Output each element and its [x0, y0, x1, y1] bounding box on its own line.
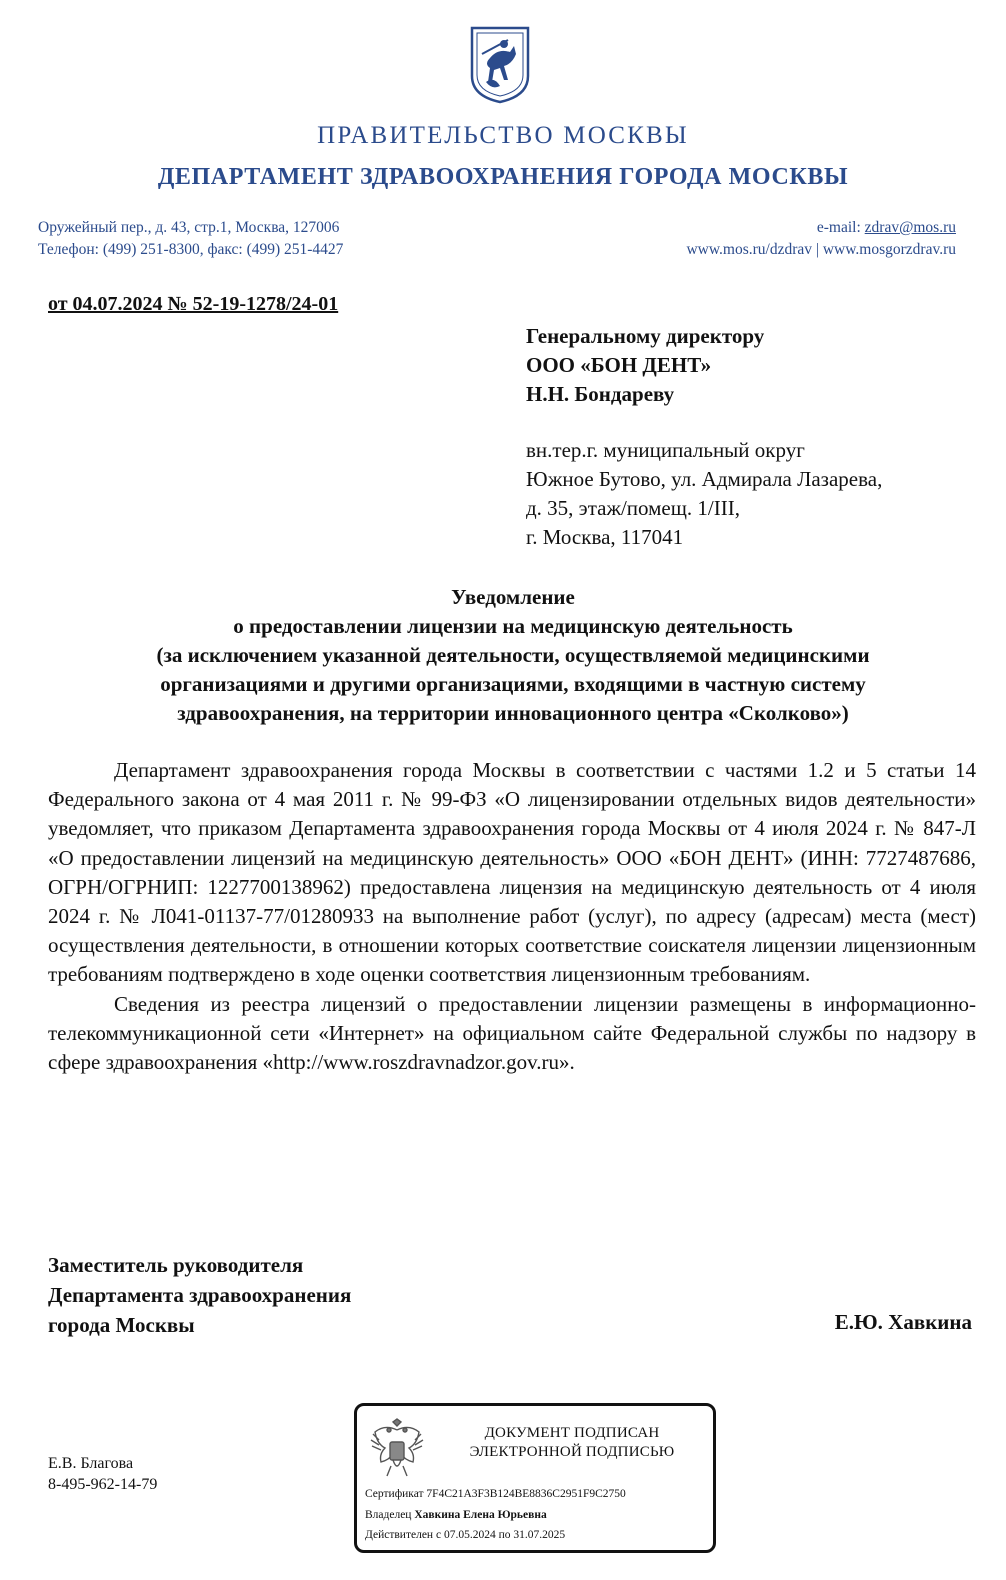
signer-name: Е.Ю. Хавкина: [834, 1310, 972, 1334]
stamp-heading-line: ДОКУМЕНТ ПОДПИСАН: [484, 1425, 660, 1441]
russian-coat-of-arms-icon: [367, 1418, 427, 1482]
body-paragraph: Департамент здравоохранения города Москвы в соответствии с частями 1.2 и 5 статьи 14 Федерального закона от 4 мая 2011 г. № 99-ФЗ «О лицензировании отдельных видов деятельности» уведомляет, что приказом Департамента здравоохранения города Москвы от 4 июля 2024 г. № 847-Л «О предоставлении лицензий на медицинскую деятельность» ООО «БОН ДЕНТ» (ИНН: 7727487686, ОГРН/ОГРНИП: 1227700138962) предоставлена лицензия на медицинскую деятельность от 4 июля 2024 г. № Л041-01137-77/01280933 на выполнение работ (услуг), по адресу (адресам) места (мест) осуществления деятельности, в отношении которых соответствие соискателя лицензии лицензионным требованиям подтверждено в ходе оценки соответствия лицензионным требованиям.: [48, 758, 976, 987]
stamp-heading-line: ЭЛЕКТРОННОЙ ПОДПИСЬЮ: [469, 1444, 675, 1460]
certificate-line: [365, 1488, 626, 1500]
notice-title-line: здравоохранения, на территории инновационного центра «Сколково»): [177, 701, 849, 725]
department-phone: Телефон: (499) 251-8300, факс: (499) 251-4427: [38, 241, 344, 258]
department-title: ДЕПАРТАМЕНТ ЗДРАВООХРАНЕНИЯ ГОРОДА МОСКВЫ: [157, 164, 849, 190]
addressee-address: [526, 436, 882, 552]
department-address: Оружейный пер., д. 43, стр.1, Москва, 127006: [38, 219, 340, 236]
letter-reference-number: от 04.07.2024 № 52-19-1278/24-01: [48, 293, 339, 315]
website-links[interactable]: www.mos.ru/dzdrav | www.mosgorzdrav.ru: [686, 241, 956, 258]
notice-title-line: (за исключением указанной деятельности, осуществляемой медицинскими: [156, 643, 870, 667]
government-title: ПРАВИТЕЛЬСТВО МОСКВЫ: [317, 122, 689, 149]
notice-title-line: Уведомление: [451, 585, 575, 609]
addressee-company: ООО «БОН ДЕНТ»: [526, 353, 712, 377]
certificate-label: Сертификат: [365, 1488, 427, 1500]
notice-title-line: о предоставлении лицензии на медицинскую деятельность: [233, 614, 793, 638]
executor-name: Е.В. Благова: [48, 1455, 134, 1472]
electronic-signature-stamp: [354, 1403, 716, 1553]
owner-line: [365, 1509, 547, 1521]
department-online-contacts: [686, 217, 956, 261]
email-line: [686, 217, 956, 239]
notice-title: [20, 583, 1006, 728]
executor-info: [48, 1453, 157, 1495]
addressee-position: Генеральному директору: [526, 324, 765, 348]
address-line: Южное Бутово, ул. Адмирала Лазарева,: [526, 467, 883, 491]
letter-body: [48, 756, 976, 1077]
owner-label: Владелец: [365, 1509, 415, 1521]
address-line: вн.тер.г. муниципальный округ: [526, 438, 805, 462]
signer-position-line: города Москвы: [48, 1313, 195, 1337]
email-link[interactable]: zdrav@mos.ru: [864, 219, 956, 236]
signer-position: [48, 1250, 351, 1340]
department-contacts: [38, 217, 343, 261]
email-label: e-mail:: [816, 219, 865, 236]
signer-position-line: Заместитель руководителя: [48, 1253, 304, 1277]
addressee: [526, 322, 764, 409]
notice-title-line: организациями и другими организациями, входящими в частную систему: [160, 672, 866, 696]
address-line: д. 35, этаж/помещ. 1/III,: [526, 496, 740, 520]
executor-phone: 8-495-962-14-79: [48, 1476, 158, 1493]
certificate-number: 7F4C21A3F3B124BE8836C2951F9C2750: [426, 1488, 626, 1500]
validity-line: Действителен с 07.05.2024 по 31.07.2025: [365, 1529, 566, 1541]
signer-position-line: Департамента здравоохранения: [48, 1283, 352, 1307]
body-paragraph: Сведения из реестра лицензий о предоставлении лицензии размещены в информационно-телекоммуникационной сети «Интернет» на официальном сайте Федеральной службы по надзору в сфере здравоохранения «http://www.roszdravnadzor.gov.ru».: [48, 991, 976, 1075]
addressee-name: Н.Н. Бондареву: [526, 382, 675, 406]
address-line: г. Москва, 117041: [526, 525, 684, 549]
moscow-coat-of-arms-icon: [468, 24, 532, 106]
owner-name: Хавкина Елена Юрьевна: [414, 1509, 547, 1521]
stamp-heading: [437, 1424, 707, 1462]
